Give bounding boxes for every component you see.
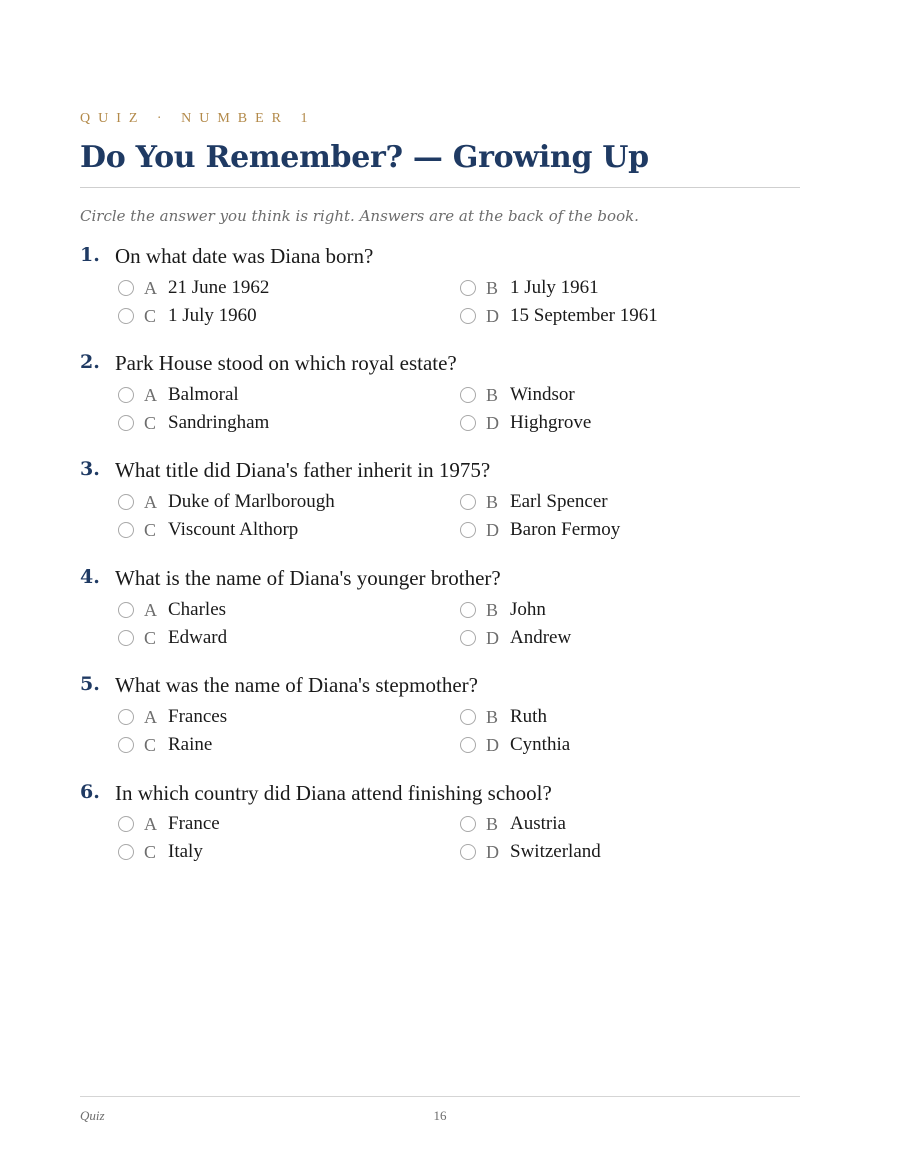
question-2 bbox=[80, 351, 800, 461]
option-letter: B bbox=[486, 277, 499, 298]
footer-label: Quiz bbox=[80, 1108, 105, 1123]
instructions: Circle the answer you think is right. Answers are at the back of the book. bbox=[80, 207, 639, 225]
option-d[interactable] bbox=[460, 734, 570, 756]
radio-circle-icon[interactable] bbox=[118, 415, 134, 431]
question-number: 2. bbox=[80, 351, 100, 373]
radio-circle-icon[interactable] bbox=[460, 844, 476, 860]
option-letter: C bbox=[144, 305, 157, 326]
option-a[interactable] bbox=[118, 706, 227, 728]
option-letter: D bbox=[486, 627, 499, 648]
radio-circle-icon[interactable] bbox=[118, 844, 134, 860]
question-6 bbox=[80, 781, 800, 891]
footer-divider bbox=[80, 1096, 800, 1097]
page-title: Do You Remember? — Growing Up bbox=[80, 140, 649, 175]
question-text: Park House stood on which royal estate? bbox=[115, 351, 457, 375]
option-letter: C bbox=[144, 412, 157, 433]
option-c[interactable] bbox=[118, 627, 227, 649]
option-letter: D bbox=[486, 841, 499, 862]
option-letter: A bbox=[144, 813, 157, 834]
option-c[interactable] bbox=[118, 734, 212, 756]
radio-circle-icon[interactable] bbox=[118, 387, 134, 403]
option-letter: B bbox=[486, 706, 499, 727]
option-text: Switzerland bbox=[510, 841, 601, 862]
radio-circle-icon[interactable] bbox=[118, 816, 134, 832]
option-d[interactable] bbox=[460, 841, 601, 863]
option-letter: C bbox=[144, 734, 157, 755]
option-text: Baron Fermoy bbox=[510, 519, 621, 540]
option-b[interactable] bbox=[460, 384, 575, 406]
radio-circle-icon[interactable] bbox=[118, 602, 134, 618]
option-text: France bbox=[168, 813, 220, 834]
option-letter: D bbox=[486, 412, 499, 433]
question-4 bbox=[80, 566, 800, 676]
option-text: Viscount Althorp bbox=[168, 519, 299, 540]
option-letter: A bbox=[144, 491, 157, 512]
question-1 bbox=[80, 244, 800, 354]
question-text: What is the name of Diana's younger brother? bbox=[115, 566, 501, 590]
radio-circle-icon[interactable] bbox=[460, 709, 476, 725]
option-a[interactable] bbox=[118, 491, 335, 513]
option-d[interactable] bbox=[460, 412, 591, 434]
option-b[interactable] bbox=[460, 491, 608, 513]
option-text: Balmoral bbox=[168, 384, 239, 405]
option-letter: B bbox=[486, 491, 499, 512]
option-b[interactable] bbox=[460, 599, 546, 621]
title-divider bbox=[80, 187, 800, 188]
option-text: Duke of Marlborough bbox=[168, 491, 335, 512]
option-d[interactable] bbox=[460, 305, 658, 327]
radio-circle-icon[interactable] bbox=[118, 709, 134, 725]
option-a[interactable] bbox=[118, 599, 226, 621]
radio-circle-icon[interactable] bbox=[460, 280, 476, 296]
option-text: 1 July 1961 bbox=[510, 277, 599, 298]
option-c[interactable] bbox=[118, 519, 298, 541]
option-c[interactable] bbox=[118, 305, 257, 327]
radio-circle-icon[interactable] bbox=[460, 494, 476, 510]
option-c[interactable] bbox=[118, 841, 203, 863]
option-letter: C bbox=[144, 519, 157, 540]
option-text: Cynthia bbox=[510, 734, 571, 755]
option-letter: A bbox=[144, 277, 157, 298]
option-letter: C bbox=[144, 627, 157, 648]
page-number: 16 bbox=[433, 1108, 447, 1123]
option-letter: C bbox=[144, 841, 157, 862]
option-letter: D bbox=[486, 519, 499, 540]
radio-circle-icon[interactable] bbox=[118, 280, 134, 296]
option-b[interactable] bbox=[460, 706, 547, 728]
option-text: Charles bbox=[168, 599, 227, 620]
option-text: Sandringham bbox=[168, 412, 270, 433]
option-a[interactable] bbox=[118, 384, 239, 406]
option-letter: B bbox=[486, 599, 499, 620]
quiz-eyebrow: QUIZ · NUMBER 1 bbox=[80, 111, 316, 126]
option-d[interactable] bbox=[460, 627, 571, 649]
option-text: Andrew bbox=[510, 627, 572, 648]
radio-circle-icon[interactable] bbox=[460, 816, 476, 832]
option-text: Earl Spencer bbox=[510, 491, 608, 512]
radio-circle-icon[interactable] bbox=[460, 387, 476, 403]
question-number: 6. bbox=[80, 781, 100, 803]
option-text: Austria bbox=[510, 813, 566, 834]
option-c[interactable] bbox=[118, 412, 269, 434]
option-text: Frances bbox=[168, 706, 228, 727]
option-letter: A bbox=[144, 599, 157, 620]
question-3 bbox=[80, 458, 800, 568]
option-letter: A bbox=[144, 706, 157, 727]
radio-circle-icon[interactable] bbox=[118, 630, 134, 646]
question-text: In which country did Diana attend finishing school? bbox=[115, 781, 552, 805]
option-letter: D bbox=[486, 305, 499, 326]
option-b[interactable] bbox=[460, 813, 566, 835]
question-5 bbox=[80, 673, 800, 783]
option-text: Edward bbox=[168, 627, 228, 648]
question-number: 3. bbox=[80, 458, 100, 480]
question-number: 5. bbox=[80, 673, 100, 695]
radio-circle-icon[interactable] bbox=[460, 522, 476, 538]
question-number: 4. bbox=[80, 566, 100, 588]
radio-circle-icon[interactable] bbox=[460, 630, 476, 646]
radio-circle-icon[interactable] bbox=[460, 415, 476, 431]
question-number: 1. bbox=[80, 244, 100, 266]
option-a[interactable] bbox=[118, 277, 269, 299]
question-text: On what date was Diana born? bbox=[115, 244, 374, 268]
quiz-page bbox=[80, 0, 800, 1165]
option-b[interactable] bbox=[460, 277, 599, 299]
question-text: What was the name of Diana's stepmother? bbox=[115, 673, 478, 697]
radio-circle-icon[interactable] bbox=[460, 737, 476, 753]
option-text: John bbox=[510, 599, 546, 620]
option-text: Windsor bbox=[510, 384, 575, 405]
option-letter: B bbox=[486, 384, 499, 405]
radio-circle-icon[interactable] bbox=[118, 308, 134, 324]
option-a[interactable] bbox=[118, 813, 220, 835]
option-text: Highgrove bbox=[510, 412, 592, 433]
option-text: 15 September 1961 bbox=[510, 305, 658, 326]
radio-circle-icon[interactable] bbox=[118, 522, 134, 538]
option-text: Ruth bbox=[510, 706, 547, 727]
option-d[interactable] bbox=[460, 519, 620, 541]
option-letter: B bbox=[486, 813, 499, 834]
option-letter: D bbox=[486, 734, 499, 755]
option-text: 1 July 1960 bbox=[168, 305, 257, 326]
radio-circle-icon[interactable] bbox=[118, 494, 134, 510]
radio-circle-icon[interactable] bbox=[460, 308, 476, 324]
option-text: Italy bbox=[168, 841, 203, 862]
radio-circle-icon[interactable] bbox=[118, 737, 134, 753]
radio-circle-icon[interactable] bbox=[460, 602, 476, 618]
option-letter: A bbox=[144, 384, 157, 405]
question-text: What title did Diana's father inherit in 1975? bbox=[115, 458, 491, 482]
option-text: Raine bbox=[168, 734, 213, 755]
option-text: 21 June 1962 bbox=[168, 277, 270, 298]
